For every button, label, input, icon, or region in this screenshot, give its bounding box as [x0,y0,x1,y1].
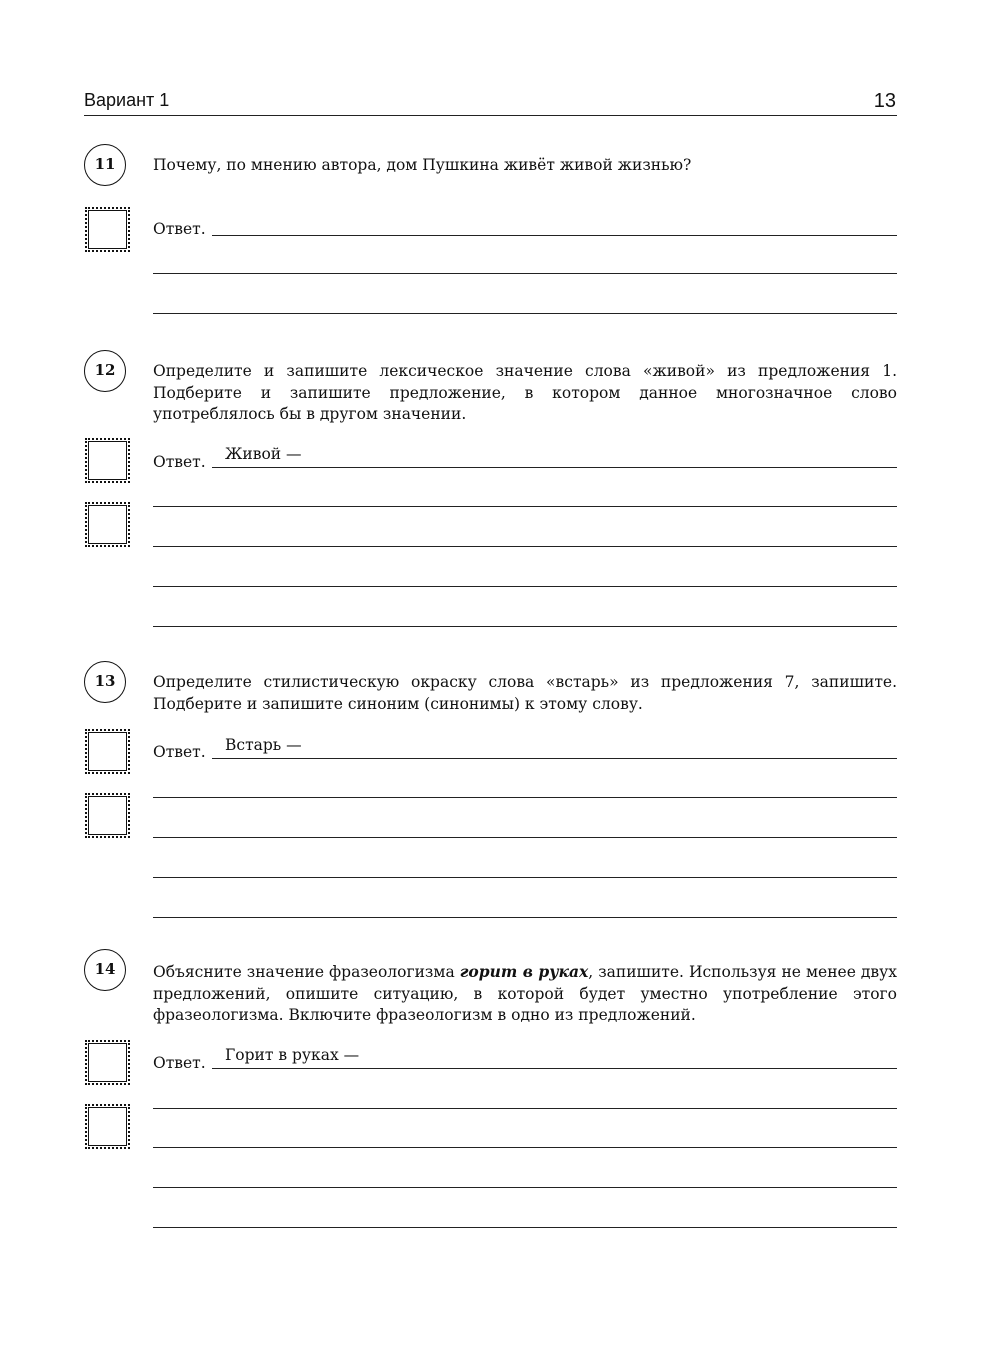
answer-line[interactable] [212,758,897,759]
answer-prefill: Живой — [225,445,302,463]
answer-line[interactable] [153,797,897,798]
answer-line[interactable] [153,586,897,587]
score-box[interactable] [85,207,130,252]
task-question [153,961,897,1027]
phraseologism: горит в руках [459,962,589,981]
header-variant: Вариант 1 [84,90,170,110]
answer-line[interactable] [212,235,897,236]
page-number: 13 [873,90,896,112]
answer-prefill: Горит в руках — [225,1046,360,1064]
task-number-badge: 14 [84,949,126,991]
header-rule [84,115,897,116]
question-text: , запишите. Используя не менее двух предложений, опишите ситуацию, в которой будет уместно употребление этого фразеологизма. Включите фразеологизм в одно из предложений. [153,963,898,1024]
task-number-badge: 11 [84,144,126,186]
score-box[interactable] [85,438,130,483]
answer-label: Ответ. [153,1054,206,1072]
answer-line[interactable] [212,1068,897,1069]
task-question: Определите стилистическую окраску слова «встарь» из предложения 7, запишите. Подберите и запишите синоним (синонимы) к этому слову. [153,673,897,713]
answer-line[interactable] [153,1187,897,1188]
answer-line[interactable] [153,1147,897,1148]
answer-line[interactable] [153,506,897,507]
question-text: Объясните значение фразеологизма [153,963,460,981]
answer-label: Ответ. [153,453,206,471]
answer-line[interactable] [153,313,897,314]
score-box[interactable] [85,1104,130,1149]
task-question: Определите и запишите лексическое значение слова «живой» из предложения 1. Подберите и запишите предложение, в котором данное многозначное слово употреблялось бы в другом значении. [153,362,897,423]
answer-line[interactable] [153,546,897,547]
answer-line[interactable] [153,1108,897,1109]
answer-prefill: Встарь — [225,736,302,754]
answer-line[interactable] [153,917,897,918]
answer-line[interactable] [153,626,897,627]
task-number-badge: 12 [84,350,126,392]
answer-line[interactable] [153,273,897,274]
score-box[interactable] [85,1040,130,1085]
answer-line[interactable] [153,877,897,878]
score-box[interactable] [85,502,130,547]
answer-label: Ответ. [153,743,206,761]
answer-line[interactable] [153,1227,897,1228]
answer-line[interactable] [212,467,897,468]
answer-label: Ответ. [153,220,206,238]
score-box[interactable] [85,729,130,774]
answer-line[interactable] [153,837,897,838]
score-box[interactable] [85,793,130,838]
task-question: Почему, по мнению автора, дом Пушкина живёт живой жизнью? [153,156,692,174]
task-number-badge: 13 [84,661,126,703]
